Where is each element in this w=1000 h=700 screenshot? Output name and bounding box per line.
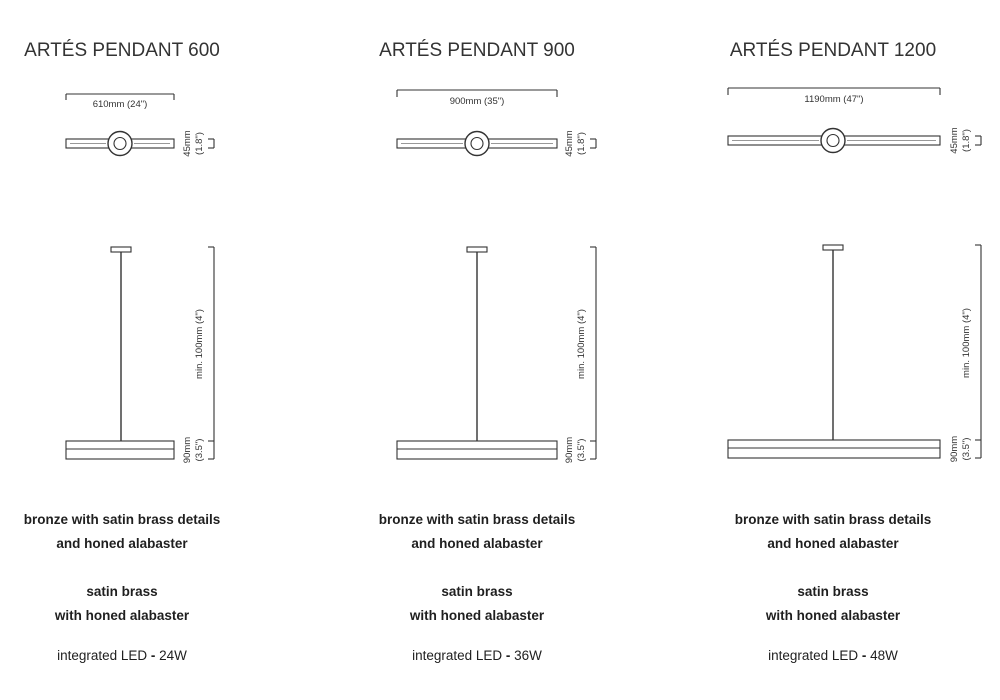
led-spec-600	[0, 646, 272, 666]
finish-line: and honed alabaster	[767, 536, 899, 551]
top-view-600	[66, 132, 174, 156]
height-label-mm-600: 45mm	[182, 130, 193, 157]
height-bracket-1200	[975, 136, 981, 145]
body-label-in-600: (3.5")	[194, 438, 205, 462]
drop-dimension-900	[590, 247, 596, 459]
led-spec-900	[327, 646, 627, 666]
led-label: integrated LED	[768, 648, 859, 663]
product-title-900: ARTÉS PENDANT 900	[379, 40, 575, 61]
finish-line: satin brass	[441, 584, 513, 599]
height-label-in-600: (1.8")	[194, 132, 205, 155]
top-view-1200	[728, 129, 940, 153]
finish-line: satin brass	[86, 584, 158, 599]
body-label-in-1200: (3.5")	[961, 437, 972, 461]
finish-option-1-900	[327, 508, 627, 556]
finish-line: bronze with satin brass details	[378, 512, 576, 527]
product-title-600: ARTÉS PENDANT 600	[24, 40, 220, 61]
finish-line: satin brass	[797, 584, 869, 599]
finish-option-2-1200	[683, 580, 983, 628]
led-spec-1200	[683, 646, 983, 666]
height-bracket-600	[208, 139, 214, 148]
height-bracket-900	[590, 139, 596, 148]
width-label-1200: 1190mm (47")	[804, 94, 864, 105]
side-view-600	[66, 247, 174, 459]
finish-line: with honed alabaster	[765, 608, 901, 623]
height-label-in-900: (1.8")	[576, 132, 587, 155]
led-separator: -	[502, 648, 515, 663]
width-label-600: 610mm (24")	[92, 99, 148, 110]
led-separator: -	[147, 648, 160, 663]
height-label-mm-1200: 45mm	[949, 127, 960, 154]
body-label-mm-900: 90mm	[564, 436, 575, 464]
finish-line: and honed alabaster	[411, 536, 543, 551]
finish-option-2-900	[327, 580, 627, 628]
finish-line: bronze with satin brass details	[734, 512, 932, 527]
body-label-in-900: (3.5")	[576, 438, 587, 462]
finish-option-1-1200	[683, 508, 983, 556]
finish-line: and honed alabaster	[56, 536, 188, 551]
finish-option-1-600	[0, 508, 272, 556]
led-label: integrated LED	[57, 648, 148, 663]
top-view-900	[397, 132, 557, 156]
led-wattage: 36W	[514, 648, 542, 663]
finish-option-2-600	[0, 580, 272, 628]
product-title-1200: ARTÉS PENDANT 1200	[729, 40, 937, 61]
width-label-900: 900mm (35")	[449, 96, 505, 107]
led-label: integrated LED	[412, 648, 503, 663]
finish-line: with honed alabaster	[54, 608, 190, 623]
finish-line: with honed alabaster	[409, 608, 545, 623]
height-label-mm-900: 45mm	[564, 130, 575, 157]
pendant-1200-drawing	[728, 88, 981, 458]
body-label-mm-1200: 90mm	[949, 435, 960, 463]
finish-line: bronze with satin brass details	[23, 512, 221, 527]
drop-label-1200: min. 100mm (4")	[961, 308, 972, 378]
side-view-1200	[728, 245, 940, 458]
drop-dimension-600	[208, 247, 214, 459]
drop-label-600: min. 100mm (4")	[194, 309, 205, 379]
led-separator: -	[858, 648, 871, 663]
drop-dimension-1200	[975, 245, 981, 458]
led-wattage: 48W	[870, 648, 898, 663]
height-label-in-1200: (1.8")	[961, 129, 972, 152]
body-label-mm-600: 90mm	[182, 436, 193, 464]
side-view-900	[397, 247, 557, 459]
drop-label-900: min. 100mm (4")	[576, 309, 587, 379]
led-wattage: 24W	[159, 648, 187, 663]
